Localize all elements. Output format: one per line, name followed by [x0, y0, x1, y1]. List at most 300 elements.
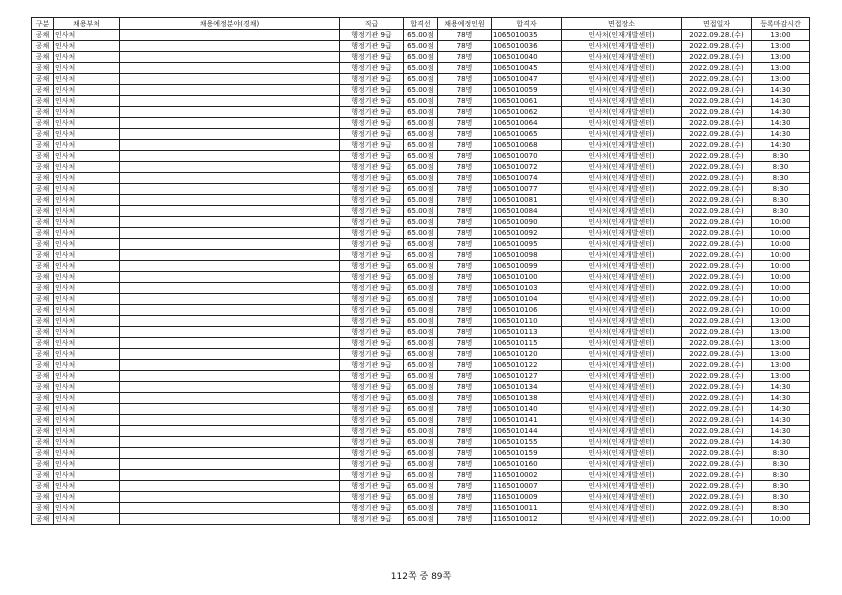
cell-interview-place: 인사처(인재개발센터)	[562, 184, 682, 195]
cell-deadline: 8:30	[752, 195, 810, 206]
cell-division: 공채	[32, 415, 54, 426]
cell-planned-count: 78명	[438, 283, 492, 294]
cell-ministry: 인사처	[54, 41, 120, 52]
cell-division: 공채	[32, 74, 54, 85]
cell-interview-place: 인사처(인재개발센터)	[562, 162, 682, 173]
table-row	[32, 85, 810, 96]
table-row	[32, 173, 810, 184]
cell-grade: 행정기관 9급	[340, 206, 404, 217]
cell-applicant-id: 1065010160	[492, 459, 562, 470]
cell-applicant-id: 1065010061	[492, 96, 562, 107]
cell-cutoff: 65.00점	[404, 415, 438, 426]
cell-field	[120, 448, 340, 459]
cell-field	[120, 140, 340, 151]
cell-deadline: 10:00	[752, 250, 810, 261]
cell-field	[120, 41, 340, 52]
cell-division: 공채	[32, 327, 54, 338]
cell-deadline: 8:30	[752, 162, 810, 173]
cell-planned-count: 78명	[438, 63, 492, 74]
cell-division: 공채	[32, 184, 54, 195]
cell-grade: 행정기관 9급	[340, 514, 404, 525]
header-field: 채용예정분야(경채)	[120, 18, 340, 30]
cell-interview-date: 2022.09.28.(수)	[682, 217, 752, 228]
table-row	[32, 52, 810, 63]
cell-cutoff: 65.00점	[404, 272, 438, 283]
cell-field	[120, 514, 340, 525]
cell-field	[120, 305, 340, 316]
cell-interview-date: 2022.09.28.(수)	[682, 129, 752, 140]
cell-deadline: 13:00	[752, 371, 810, 382]
cell-applicant-id: 1065010090	[492, 217, 562, 228]
table-row	[32, 239, 810, 250]
cell-interview-date: 2022.09.28.(수)	[682, 393, 752, 404]
cell-applicant-id: 1165010007	[492, 481, 562, 492]
cell-ministry: 인사처	[54, 360, 120, 371]
cell-interview-place: 인사처(인재개발센터)	[562, 283, 682, 294]
cell-division: 공채	[32, 448, 54, 459]
cell-interview-place: 인사처(인재개발센터)	[562, 305, 682, 316]
cell-field	[120, 217, 340, 228]
cell-planned-count: 78명	[438, 250, 492, 261]
cell-cutoff: 65.00점	[404, 459, 438, 470]
cell-applicant-id: 1065010144	[492, 426, 562, 437]
cell-interview-date: 2022.09.28.(수)	[682, 41, 752, 52]
cell-deadline: 14:30	[752, 382, 810, 393]
cell-applicant-id: 1065010103	[492, 283, 562, 294]
cell-deadline: 14:30	[752, 393, 810, 404]
table-row	[32, 371, 810, 382]
cell-cutoff: 65.00점	[404, 250, 438, 261]
cell-deadline: 13:00	[752, 52, 810, 63]
cell-ministry: 인사처	[54, 52, 120, 63]
cell-cutoff: 65.00점	[404, 151, 438, 162]
cell-cutoff: 65.00점	[404, 140, 438, 151]
cell-division: 공채	[32, 272, 54, 283]
cell-interview-date: 2022.09.28.(수)	[682, 492, 752, 503]
cell-cutoff: 65.00점	[404, 470, 438, 481]
cell-division: 공채	[32, 426, 54, 437]
cell-applicant-id: 1065010092	[492, 228, 562, 239]
table-row	[32, 250, 810, 261]
cell-interview-date: 2022.09.28.(수)	[682, 30, 752, 41]
table-row	[32, 327, 810, 338]
cell-interview-date: 2022.09.28.(수)	[682, 107, 752, 118]
cell-cutoff: 65.00점	[404, 426, 438, 437]
cell-interview-date: 2022.09.28.(수)	[682, 206, 752, 217]
cell-division: 공채	[32, 283, 54, 294]
cell-applicant-id: 1065010036	[492, 41, 562, 52]
cell-interview-place: 인사처(인재개발센터)	[562, 448, 682, 459]
cell-deadline: 13:00	[752, 30, 810, 41]
table-header-row	[32, 18, 810, 30]
table-row	[32, 41, 810, 52]
cell-grade: 행정기관 9급	[340, 316, 404, 327]
cell-division: 공채	[32, 360, 54, 371]
cell-cutoff: 65.00점	[404, 349, 438, 360]
cell-applicant-id: 1065010040	[492, 52, 562, 63]
cell-cutoff: 65.00점	[404, 305, 438, 316]
cell-ministry: 인사처	[54, 492, 120, 503]
cell-deadline: 14:30	[752, 140, 810, 151]
cell-interview-date: 2022.09.28.(수)	[682, 195, 752, 206]
cell-interview-place: 인사처(인재개발센터)	[562, 96, 682, 107]
cell-grade: 행정기관 9급	[340, 250, 404, 261]
cell-field	[120, 74, 340, 85]
cell-planned-count: 78명	[438, 426, 492, 437]
cell-interview-place: 인사처(인재개발센터)	[562, 129, 682, 140]
cell-field	[120, 129, 340, 140]
cell-interview-date: 2022.09.28.(수)	[682, 426, 752, 437]
cell-cutoff: 65.00점	[404, 294, 438, 305]
cell-ministry: 인사처	[54, 514, 120, 525]
cell-grade: 행정기관 9급	[340, 41, 404, 52]
cell-deadline: 14:30	[752, 96, 810, 107]
cell-grade: 행정기관 9급	[340, 162, 404, 173]
table-row	[32, 129, 810, 140]
cell-field	[120, 118, 340, 129]
cell-deadline: 8:30	[752, 470, 810, 481]
cell-ministry: 인사처	[54, 250, 120, 261]
cell-applicant-id: 1065010081	[492, 195, 562, 206]
table-row	[32, 404, 810, 415]
cell-planned-count: 78명	[438, 118, 492, 129]
cell-grade: 행정기관 9급	[340, 96, 404, 107]
cell-division: 공채	[32, 371, 54, 382]
table-row	[32, 74, 810, 85]
cell-division: 공채	[32, 63, 54, 74]
cell-deadline: 8:30	[752, 503, 810, 514]
cell-deadline: 14:30	[752, 426, 810, 437]
cell-interview-place: 인사처(인재개발센터)	[562, 470, 682, 481]
cell-ministry: 인사처	[54, 30, 120, 41]
cell-ministry: 인사처	[54, 382, 120, 393]
table-row	[32, 448, 810, 459]
cell-ministry: 인사처	[54, 371, 120, 382]
cell-field	[120, 261, 340, 272]
cell-deadline: 13:00	[752, 63, 810, 74]
cell-division: 공채	[32, 382, 54, 393]
table-row	[32, 492, 810, 503]
table-row	[32, 217, 810, 228]
cell-ministry: 인사처	[54, 459, 120, 470]
cell-grade: 행정기관 9급	[340, 52, 404, 63]
cell-deadline: 10:00	[752, 294, 810, 305]
cell-grade: 행정기관 9급	[340, 217, 404, 228]
cell-field	[120, 459, 340, 470]
cell-interview-date: 2022.09.28.(수)	[682, 371, 752, 382]
cell-applicant-id: 1065010120	[492, 349, 562, 360]
cell-interview-place: 인사처(인재개발센터)	[562, 294, 682, 305]
cell-grade: 행정기관 9급	[340, 85, 404, 96]
page-number: 112쪽 중 89쪽	[390, 572, 452, 582]
cell-applicant-id: 1165010002	[492, 470, 562, 481]
cell-field	[120, 437, 340, 448]
cell-planned-count: 78명	[438, 316, 492, 327]
cell-planned-count: 78명	[438, 52, 492, 63]
cell-applicant-id: 1065010141	[492, 415, 562, 426]
cell-applicant-id: 1065010035	[492, 30, 562, 41]
cell-field	[120, 184, 340, 195]
cell-grade: 행정기관 9급	[340, 305, 404, 316]
cell-interview-place: 인사처(인재개발센터)	[562, 360, 682, 371]
header-applicant-id: 합격자	[492, 18, 562, 30]
cell-field	[120, 250, 340, 261]
cell-division: 공채	[32, 239, 54, 250]
cell-ministry: 인사처	[54, 503, 120, 514]
table-row	[32, 118, 810, 129]
cell-interview-date: 2022.09.28.(수)	[682, 382, 752, 393]
cell-interview-place: 인사처(인재개발센터)	[562, 272, 682, 283]
header-cutoff: 합격선	[404, 18, 438, 30]
header-deadline: 등록마감시간	[752, 18, 810, 30]
cell-planned-count: 78명	[438, 74, 492, 85]
cell-deadline: 14:30	[752, 107, 810, 118]
cell-grade: 행정기관 9급	[340, 503, 404, 514]
cell-field	[120, 30, 340, 41]
cell-deadline: 14:30	[752, 404, 810, 415]
cell-interview-date: 2022.09.28.(수)	[682, 118, 752, 129]
header-interview-date: 면접일자	[682, 18, 752, 30]
cell-deadline: 13:00	[752, 360, 810, 371]
cell-division: 공채	[32, 349, 54, 360]
cell-grade: 행정기관 9급	[340, 371, 404, 382]
cell-applicant-id: 1065010059	[492, 85, 562, 96]
cell-cutoff: 65.00점	[404, 129, 438, 140]
cell-cutoff: 65.00점	[404, 118, 438, 129]
cell-field	[120, 316, 340, 327]
cell-cutoff: 65.00점	[404, 195, 438, 206]
cell-field	[120, 360, 340, 371]
cell-ministry: 인사처	[54, 404, 120, 415]
cell-applicant-id: 1065010140	[492, 404, 562, 415]
cell-planned-count: 78명	[438, 239, 492, 250]
cell-interview-place: 인사처(인재개발센터)	[562, 30, 682, 41]
cell-ministry: 인사처	[54, 305, 120, 316]
cell-planned-count: 78명	[438, 371, 492, 382]
cell-ministry: 인사처	[54, 261, 120, 272]
cell-interview-place: 인사처(인재개발센터)	[562, 206, 682, 217]
cell-deadline: 8:30	[752, 459, 810, 470]
table-row	[32, 481, 810, 492]
cell-division: 공채	[32, 140, 54, 151]
cell-ministry: 인사처	[54, 294, 120, 305]
table-row	[32, 151, 810, 162]
cell-interview-date: 2022.09.28.(수)	[682, 503, 752, 514]
cell-division: 공채	[32, 305, 54, 316]
cell-interview-date: 2022.09.28.(수)	[682, 239, 752, 250]
cell-division: 공채	[32, 492, 54, 503]
cell-cutoff: 65.00점	[404, 63, 438, 74]
cell-interview-place: 인사처(인재개발센터)	[562, 85, 682, 96]
cell-grade: 행정기관 9급	[340, 63, 404, 74]
cell-interview-place: 인사처(인재개발센터)	[562, 63, 682, 74]
cell-planned-count: 78명	[438, 140, 492, 151]
cell-interview-place: 인사처(인재개발센터)	[562, 316, 682, 327]
cell-division: 공채	[32, 217, 54, 228]
cell-division: 공채	[32, 151, 54, 162]
table-row	[32, 382, 810, 393]
cell-deadline: 14:30	[752, 85, 810, 96]
header-interview-place: 면접장소	[562, 18, 682, 30]
cell-division: 공채	[32, 129, 54, 140]
cell-cutoff: 65.00점	[404, 437, 438, 448]
cell-deadline: 10:00	[752, 217, 810, 228]
cell-deadline: 10:00	[752, 239, 810, 250]
cell-field	[120, 393, 340, 404]
cell-ministry: 인사처	[54, 63, 120, 74]
cell-field	[120, 382, 340, 393]
cell-division: 공채	[32, 195, 54, 206]
cell-applicant-id: 1065010072	[492, 162, 562, 173]
cell-planned-count: 78명	[438, 470, 492, 481]
cell-deadline: 13:00	[752, 41, 810, 52]
cell-grade: 행정기관 9급	[340, 349, 404, 360]
cell-field	[120, 470, 340, 481]
cell-field	[120, 503, 340, 514]
cell-division: 공채	[32, 107, 54, 118]
cell-interview-place: 인사처(인재개발센터)	[562, 426, 682, 437]
cell-planned-count: 78명	[438, 184, 492, 195]
cell-grade: 행정기관 9급	[340, 448, 404, 459]
cell-interview-place: 인사처(인재개발센터)	[562, 503, 682, 514]
cell-ministry: 인사처	[54, 85, 120, 96]
cell-interview-date: 2022.09.28.(수)	[682, 360, 752, 371]
cell-field	[120, 228, 340, 239]
cell-field	[120, 415, 340, 426]
cell-cutoff: 65.00점	[404, 338, 438, 349]
cell-field	[120, 195, 340, 206]
cell-cutoff: 65.00점	[404, 85, 438, 96]
cell-interview-date: 2022.09.28.(수)	[682, 415, 752, 426]
cell-grade: 행정기관 9급	[340, 393, 404, 404]
cell-grade: 행정기관 9급	[340, 173, 404, 184]
cell-applicant-id: 1065010104	[492, 294, 562, 305]
cell-cutoff: 65.00점	[404, 52, 438, 63]
cell-interview-date: 2022.09.28.(수)	[682, 140, 752, 151]
cell-interview-date: 2022.09.28.(수)	[682, 173, 752, 184]
cell-field	[120, 349, 340, 360]
cell-division: 공채	[32, 162, 54, 173]
cell-applicant-id: 1065010115	[492, 338, 562, 349]
cell-planned-count: 78명	[438, 228, 492, 239]
cell-ministry: 인사처	[54, 129, 120, 140]
cell-planned-count: 78명	[438, 173, 492, 184]
cell-deadline: 14:30	[752, 129, 810, 140]
cell-cutoff: 65.00점	[404, 228, 438, 239]
cell-grade: 행정기관 9급	[340, 382, 404, 393]
cell-interview-date: 2022.09.28.(수)	[682, 74, 752, 85]
cell-field	[120, 294, 340, 305]
cell-ministry: 인사처	[54, 195, 120, 206]
cell-applicant-id: 1065010110	[492, 316, 562, 327]
cell-applicant-id: 1065010077	[492, 184, 562, 195]
cell-field	[120, 52, 340, 63]
cell-field	[120, 162, 340, 173]
cell-applicant-id: 1065010122	[492, 360, 562, 371]
cell-deadline: 8:30	[752, 448, 810, 459]
cell-interview-place: 인사처(인재개발센터)	[562, 393, 682, 404]
cell-deadline: 10:00	[752, 283, 810, 294]
cell-planned-count: 78명	[438, 206, 492, 217]
cell-ministry: 인사처	[54, 228, 120, 239]
cell-field	[120, 96, 340, 107]
cell-division: 공채	[32, 404, 54, 415]
cell-field	[120, 481, 340, 492]
cell-deadline: 10:00	[752, 261, 810, 272]
cell-deadline: 13:00	[752, 74, 810, 85]
cell-planned-count: 78명	[438, 327, 492, 338]
cell-ministry: 인사처	[54, 415, 120, 426]
cell-interview-date: 2022.09.28.(수)	[682, 316, 752, 327]
cell-field	[120, 63, 340, 74]
cell-division: 공채	[32, 316, 54, 327]
cell-grade: 행정기관 9급	[340, 239, 404, 250]
cell-planned-count: 78명	[438, 448, 492, 459]
cell-field	[120, 338, 340, 349]
cell-grade: 행정기관 9급	[340, 228, 404, 239]
cell-cutoff: 65.00점	[404, 107, 438, 118]
cell-grade: 행정기관 9급	[340, 118, 404, 129]
table-row	[32, 415, 810, 426]
cell-interview-place: 인사처(인재개발센터)	[562, 195, 682, 206]
cell-grade: 행정기관 9급	[340, 470, 404, 481]
cell-applicant-id: 1065010100	[492, 272, 562, 283]
cell-grade: 행정기관 9급	[340, 481, 404, 492]
cell-applicant-id: 1065010134	[492, 382, 562, 393]
cell-ministry: 인사처	[54, 272, 120, 283]
cell-interview-place: 인사처(인재개발센터)	[562, 151, 682, 162]
cell-applicant-id: 1065010062	[492, 107, 562, 118]
cell-deadline: 8:30	[752, 206, 810, 217]
cell-field	[120, 151, 340, 162]
cell-grade: 행정기관 9급	[340, 283, 404, 294]
cell-interview-date: 2022.09.28.(수)	[682, 514, 752, 525]
cell-ministry: 인사처	[54, 239, 120, 250]
cell-deadline: 14:30	[752, 415, 810, 426]
cell-cutoff: 65.00점	[404, 162, 438, 173]
cell-ministry: 인사처	[54, 217, 120, 228]
cell-planned-count: 78명	[438, 195, 492, 206]
cell-division: 공채	[32, 514, 54, 525]
cell-deadline: 14:30	[752, 118, 810, 129]
cell-planned-count: 78명	[438, 415, 492, 426]
cell-applicant-id: 1065010095	[492, 239, 562, 250]
cell-interview-date: 2022.09.28.(수)	[682, 63, 752, 74]
cell-interview-place: 인사처(인재개발센터)	[562, 52, 682, 63]
cell-planned-count: 78명	[438, 107, 492, 118]
cell-planned-count: 78명	[438, 129, 492, 140]
table-row	[32, 459, 810, 470]
table-row	[32, 305, 810, 316]
cell-deadline: 10:00	[752, 305, 810, 316]
cell-planned-count: 78명	[438, 96, 492, 107]
table-row	[32, 283, 810, 294]
cell-cutoff: 65.00점	[404, 448, 438, 459]
cell-ministry: 인사처	[54, 173, 120, 184]
cell-cutoff: 65.00점	[404, 261, 438, 272]
cell-interview-place: 인사처(인재개발센터)	[562, 261, 682, 272]
cell-interview-date: 2022.09.28.(수)	[682, 481, 752, 492]
cell-grade: 행정기관 9급	[340, 294, 404, 305]
cell-interview-place: 인사처(인재개발센터)	[562, 514, 682, 525]
cell-planned-count: 78명	[438, 382, 492, 393]
cell-cutoff: 65.00점	[404, 283, 438, 294]
cell-ministry: 인사처	[54, 184, 120, 195]
cell-interview-place: 인사처(인재개발센터)	[562, 217, 682, 228]
cell-applicant-id: 1065010045	[492, 63, 562, 74]
cell-deadline: 10:00	[752, 228, 810, 239]
cell-interview-date: 2022.09.28.(수)	[682, 470, 752, 481]
